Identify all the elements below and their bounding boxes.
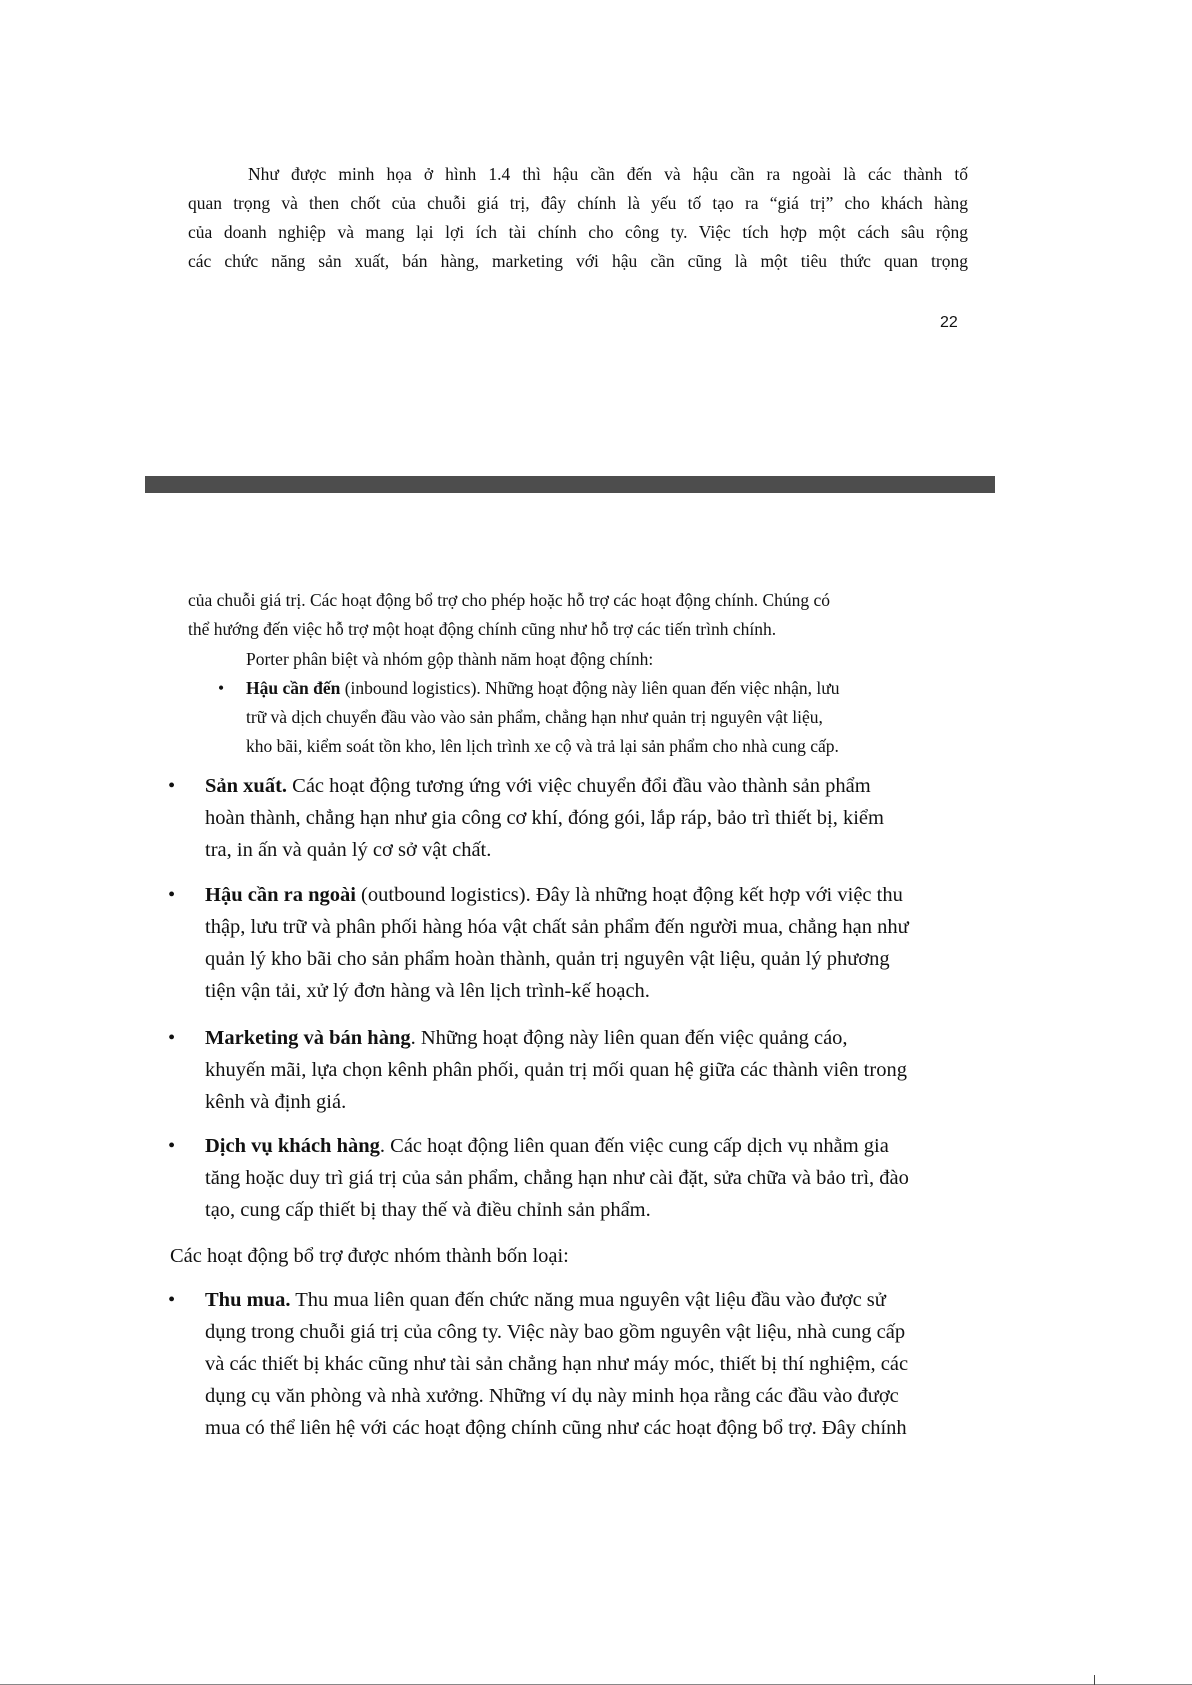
bullet-icon: •	[168, 1135, 176, 1157]
bullet-text: tra, in ấn và quản lý cơ sở vật chất.	[205, 839, 492, 861]
bullet-outbound-logistics	[168, 879, 1008, 1007]
intro-line: của chuỗi giá trị. Các hoạt động bổ trợ cho phép hoặc hỗ trợ các hoạt động chính. Chúng có	[188, 590, 831, 610]
bullet-icon: •	[168, 1027, 176, 1049]
bullet-text: dụng cụ văn phòng và nhà xưởng. Những ví dụ này minh họa rằng các đầu vào được	[205, 1385, 899, 1407]
bullet-icon: •	[168, 884, 176, 906]
bullet-term: Dịch vụ khách hàng	[205, 1135, 380, 1157]
bullet-text: kho bãi, kiểm soát tồn kho, lên lịch trình xe cộ và trả lại sản phẩm cho nhà cung cấp.	[246, 736, 839, 756]
bullet-term: Thu mua.	[205, 1289, 291, 1311]
page1-line: các chức năng sản xuất, bán hàng, marketing với hậu cần cũng là một tiêu thức quan trọng	[188, 251, 968, 271]
page2-intro-paragraph	[188, 586, 978, 644]
page1-paragraph	[188, 160, 968, 276]
bullet-text: Các hoạt động tương ứng với việc chuyển đổi đầu vào thành sản phẩm	[287, 775, 871, 797]
bullet-text: tăng hoặc duy trì giá trị của sản phẩm, chẳng hạn như cài đặt, sửa chữa và bảo trì, đào	[205, 1167, 909, 1189]
bullet-icon: •	[168, 775, 176, 797]
page-separator-bar	[145, 476, 995, 493]
page-number: 22	[940, 314, 958, 331]
page1-line: Như được minh họa ở hình 1.4 thì hậu cần đến và hậu cần ra ngoài là các thành tố	[248, 164, 968, 184]
page1-line: của doanh nghiệp và mang lại lợi ích tài chính cho công ty. Việc tích hợp một cách sâu rộng	[188, 222, 968, 242]
bullet-icon: •	[218, 678, 225, 698]
bullet-marketing-sales	[168, 1022, 1008, 1118]
page-bottom-tick	[1094, 1675, 1095, 1685]
bullet-icon: •	[168, 1289, 176, 1311]
bullet-text: và các thiết bị khác cũng như tài sản chẳng hạn như máy móc, thiết bị thí nghiệm, các	[205, 1353, 909, 1375]
bullet-text: (inbound logistics). Những hoạt động này liên quan đến việc nhận, lưu	[340, 678, 840, 698]
bullet-text: hoàn thành, chẳng hạn như gia công cơ khí, đóng gói, lắp ráp, bảo trì thiết bị, kiểm	[205, 807, 884, 829]
bullet-procurement	[168, 1284, 1008, 1444]
bullet-text: trữ và dịch chuyển đầu vào vào sản phẩm, chẳng hạn như quản trị nguyên vật liệu,	[246, 707, 823, 727]
bullet-text: tạo, cung cấp thiết bị thay thế và điều chỉnh sản phẩm.	[205, 1199, 651, 1221]
bullet-inbound-logistics	[218, 674, 978, 761]
bullet-term: Hậu cần ra ngoài	[205, 884, 356, 906]
page1-line: quan trọng và then chốt của chuỗi giá trị, đây chính là yếu tố tạo ra “giá trị” cho khách hàng	[188, 193, 968, 213]
intro-line: thể hướng đến việc hỗ trợ một hoạt động chính cũng như hỗ trợ các tiến trình chính.	[188, 619, 777, 639]
bullet-text: (outbound logistics). Đây là những hoạt động kết hợp với việc thu	[355, 884, 903, 906]
bullet-term: Hậu cần đến	[246, 678, 341, 698]
bullet-text: . Các hoạt động liên quan đến việc cung cấp dịch vụ nhằm gia	[379, 1135, 889, 1157]
bullet-text: mua có thể liên hệ với các hoạt động chính cũng như các hoạt động bổ trợ. Đây chính	[205, 1417, 907, 1439]
bullet-text: . Những hoạt động này liên quan đến việc quảng cáo,	[410, 1027, 848, 1049]
bullet-text: Thu mua liên quan đến chức năng mua nguyên vật liệu đầu vào được sử	[290, 1289, 886, 1311]
bullet-text: khuyến mãi, lựa chọn kênh phân phối, quản trị mối quan hệ giữa các thành viên trong	[205, 1059, 907, 1081]
bullet-text: dụng trong chuỗi giá trị của công ty. Việc này bao gồm nguyên vật liệu, nhà cung cấp	[205, 1321, 906, 1343]
support-activities-heading: Các hoạt động bổ trợ được nhóm thành bốn loại:	[170, 1245, 569, 1267]
bullet-text: thập, lưu trữ và phân phối hàng hóa vật chất sản phẩm đến người mua, chẳng hạn như	[205, 916, 909, 938]
bullet-text: kênh và định giá.	[205, 1091, 347, 1113]
bullet-term: Marketing và bán hàng	[205, 1027, 411, 1049]
bullet-term: Sản xuất.	[205, 775, 288, 797]
bullet-text: quản lý kho bãi cho sản phẩm hoàn thành, quản trị nguyên vật liệu, quản lý phương	[205, 948, 890, 970]
porter-line: Porter phân biệt và nhóm gộp thành năm hoạt động chính:	[246, 649, 654, 669]
bullet-customer-service	[168, 1130, 1008, 1226]
bullet-production	[168, 770, 1008, 866]
bullet-text: tiện vận tải, xử lý đơn hàng và lên lịch trình-kế hoạch.	[205, 980, 650, 1002]
